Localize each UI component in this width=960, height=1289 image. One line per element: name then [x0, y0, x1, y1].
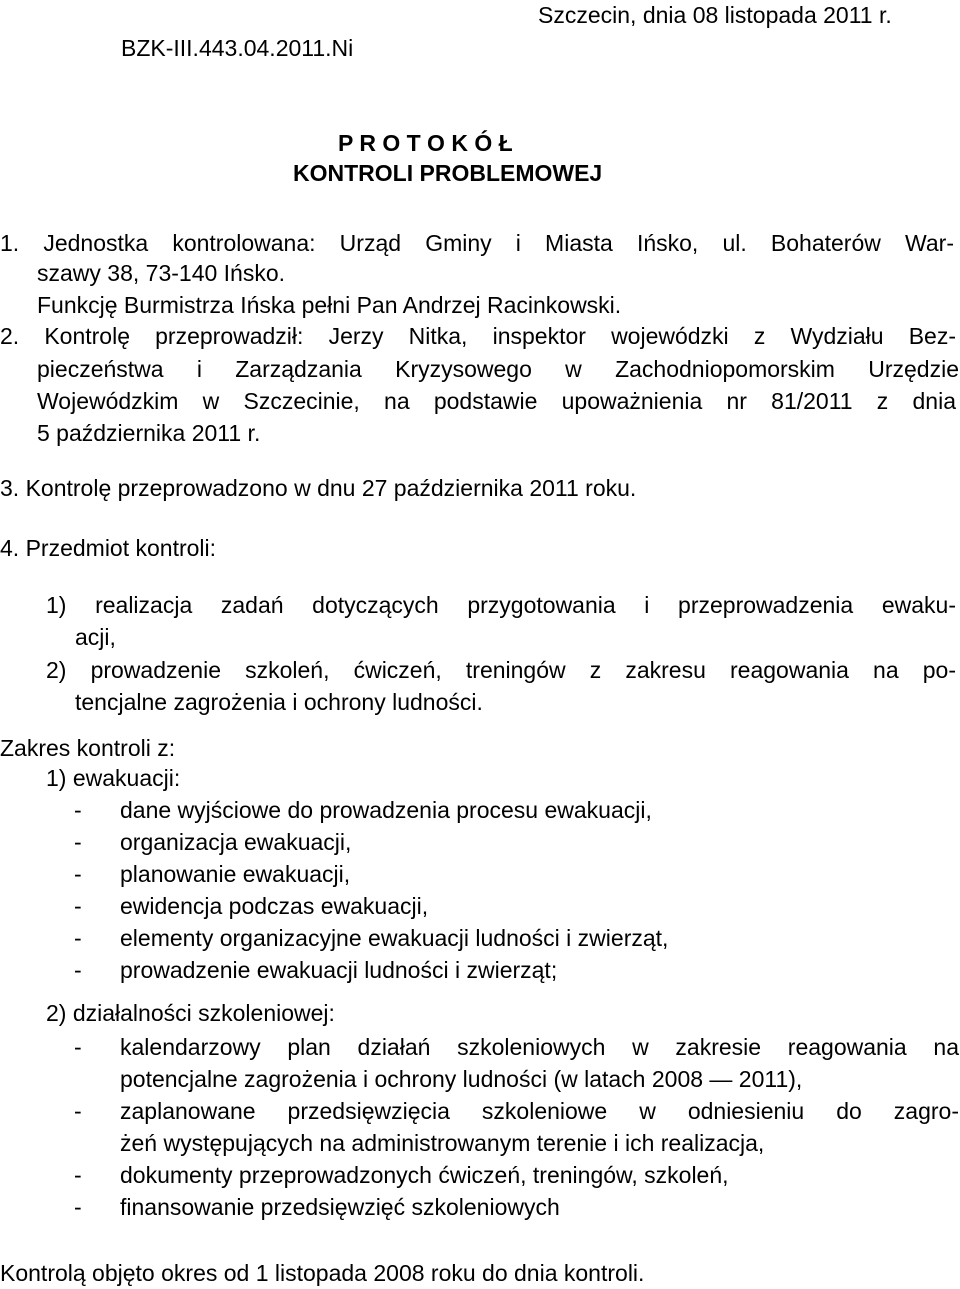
bullet-dash: -: [74, 1194, 82, 1220]
place-and-date: Szczecin, dnia 08 listopada 2011 r.: [538, 2, 892, 28]
bullet-dash: -: [74, 957, 82, 983]
scope-item-2-bullet-4: finansowanie przedsięwzięć szkoleniowych: [120, 1194, 560, 1220]
closing-statement: Kontrolą objęto okres od 1 listopada 2008 roku do dnia kontroli.: [0, 1260, 645, 1286]
document-subtitle: KONTROLI PROBLEMOWEJ: [293, 160, 603, 186]
section-4-item-2-line-2: tencjalne zagrożenia i ochrony ludności.: [75, 689, 483, 715]
scope-item-2-bullet-2-line-1: zaplanowane przedsięwzięcia szkoleniowe w odniesieniu do zagro-: [120, 1098, 959, 1124]
scope-item-1-bullet: prowadzenie ewakuacji ludności i zwierząt;: [120, 957, 558, 983]
section-2-line-1: 2. Kontrolę przeprowadził: Jerzy Nitka, inspektor wojewódzki z Wydziału Bez-: [0, 323, 956, 349]
section-2-line-2: pieczeństwa i Zarządzania Kryzysowego w Zachodniopomorskim Urzędzie: [37, 356, 959, 382]
section-4-heading: 4. Przedmiot kontroli:: [0, 535, 217, 561]
scope-heading: Zakres kontroli z:: [0, 735, 176, 761]
scope-item-1-bullet: organizacja ewakuacji,: [120, 829, 352, 855]
reference-number: BZK-III.443.04.2011.Ni: [121, 35, 354, 61]
bullet-dash: -: [74, 829, 82, 855]
scope-item-2-heading: 2) działalności szkoleniowej:: [46, 1000, 335, 1026]
bullet-dash: -: [74, 797, 82, 823]
scope-item-1-bullet: elementy organizacyjne ewakuacji ludności i zwierząt,: [120, 925, 669, 951]
bullet-dash: -: [74, 925, 82, 951]
bullet-dash: -: [74, 1162, 82, 1188]
document-title: P R O T O K Ó Ł: [338, 130, 513, 156]
section-2-line-4: 5 października 2011 r.: [37, 420, 261, 446]
bullet-dash: -: [74, 1034, 82, 1060]
section-4-item-2-line-1: 2) prowadzenie szkoleń, ćwiczeń, treningów z zakresu reagowania na po-: [46, 657, 956, 683]
bullet-dash: -: [74, 893, 82, 919]
scope-item-2-bullet-2-line-2: żeń występujących na administrowanym terenie i ich realizacja,: [120, 1130, 765, 1156]
section-2-line-3: Wojewódzkim w Szczecinie, na podstawie upoważnienia nr 81/2011 z dnia: [37, 388, 956, 414]
bullet-dash: -: [74, 861, 82, 887]
scope-item-1-bullet: dane wyjściowe do prowadzenia procesu ewakuacji,: [120, 797, 652, 823]
section-3: 3. Kontrolę przeprowadzono w dnu 27 października 2011 roku.: [0, 475, 637, 501]
section-1-line-2: szawy 38, 73-140 Ińsko.: [37, 260, 286, 286]
section-1-line-1: 1. Jednostka kontrolowana: Urząd Gminy i Miasta Ińsko, ul. Bohaterów War-: [0, 230, 954, 256]
section-1-line-3: Funkcję Burmistrza Ińska pełni Pan Andrzej Racinkowski.: [37, 292, 622, 318]
section-4-item-1-line-1: 1) realizacja zadań dotyczących przygotowania i przeprowadzenia ewaku-: [46, 592, 956, 618]
scope-item-2-bullet-1-line-1: kalendarzowy plan działań szkoleniowych w zakresie reagowania na: [120, 1034, 959, 1060]
scope-item-1-bullet: planowanie ewakuacji,: [120, 861, 351, 887]
scope-item-1-heading: 1) ewakuacji:: [46, 765, 181, 791]
scope-item-2-bullet-3: dokumenty przeprowadzonych ćwiczeń, treningów, szkoleń,: [120, 1162, 729, 1188]
scope-item-1-bullet: ewidencja podczas ewakuacji,: [120, 893, 429, 919]
section-4-item-1-line-2: acji,: [75, 624, 116, 650]
bullet-dash: -: [74, 1098, 82, 1124]
scope-item-2-bullet-1-line-2: potencjalne zagrożenia i ochrony ludności (w latach 2008 — 2011),: [120, 1066, 803, 1092]
